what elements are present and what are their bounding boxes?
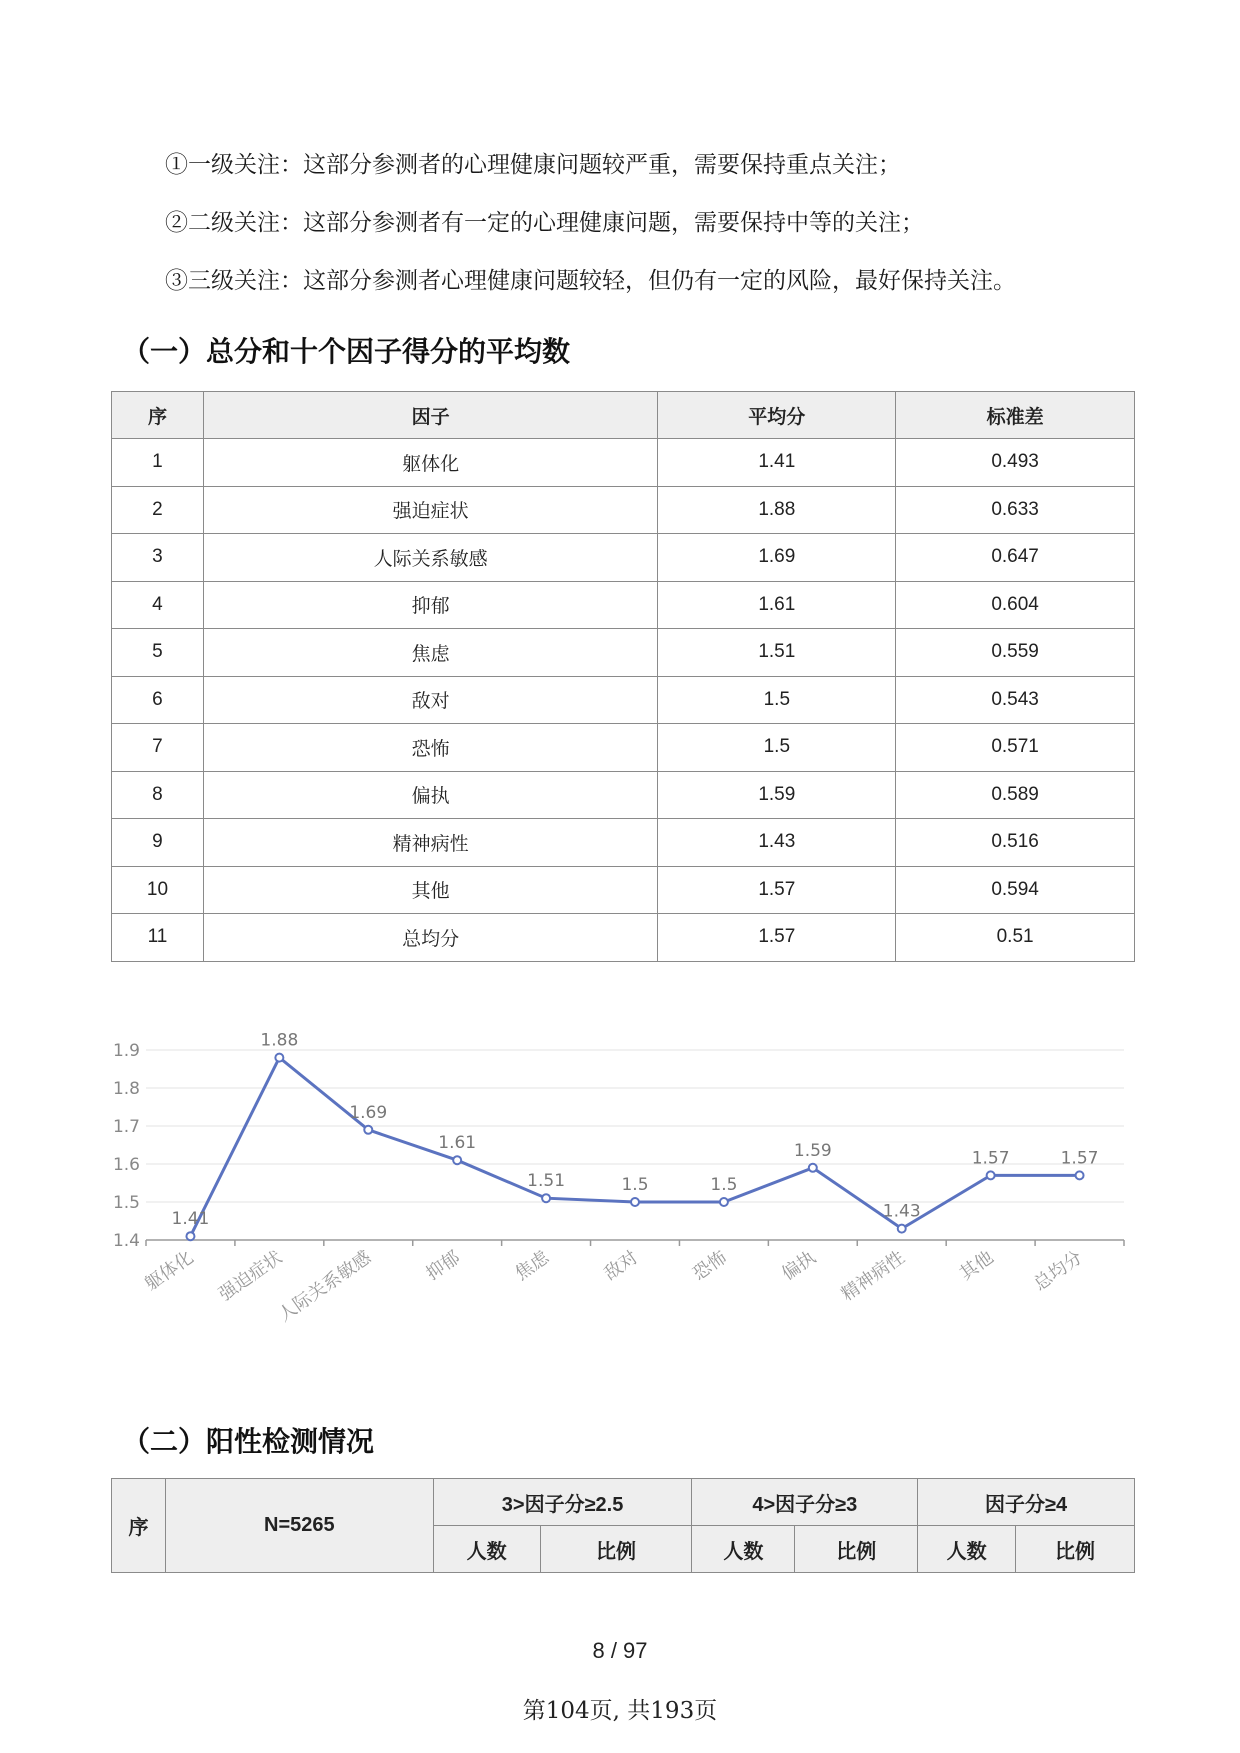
cell-seq: 11 xyxy=(112,914,204,962)
sub-header-count: 人数 xyxy=(918,1526,1016,1573)
table-row xyxy=(112,771,1135,819)
cell-factor: 躯体化 xyxy=(203,439,658,487)
cell-seq: 10 xyxy=(112,866,204,914)
series-line xyxy=(190,1058,1079,1237)
cell-mean: 1.5 xyxy=(658,724,896,772)
sub-header-count: 人数 xyxy=(433,1526,540,1573)
cell-factor: 恐怖 xyxy=(203,724,658,772)
table-row xyxy=(112,724,1135,772)
cell-seq: 2 xyxy=(112,486,204,534)
x-category-label: 恐怖 xyxy=(689,1246,731,1285)
cell-seq: 1 xyxy=(112,439,204,487)
cell-sd: 0.543 xyxy=(896,676,1135,724)
sub-header-ratio: 比例 xyxy=(795,1526,918,1573)
cell-seq: 5 xyxy=(112,629,204,677)
data-point xyxy=(987,1171,995,1179)
table-row xyxy=(112,439,1135,487)
cell-mean: 1.69 xyxy=(658,534,896,582)
positive-detection-table xyxy=(111,1478,1135,1573)
col-header-sd: 标准差 xyxy=(896,392,1135,439)
data-point xyxy=(898,1225,906,1233)
sub-header-ratio: 比例 xyxy=(1016,1526,1135,1573)
cell-factor: 焦虑 xyxy=(203,629,658,677)
cell-seq: 8 xyxy=(112,771,204,819)
y-tick-label: 1.6 xyxy=(112,1155,140,1175)
data-label: 1.51 xyxy=(527,1171,566,1192)
table-header-row xyxy=(112,1479,1135,1526)
cell-sd: 0.493 xyxy=(896,439,1135,487)
y-tick-label: 1.9 xyxy=(112,1041,140,1061)
cell-mean: 1.43 xyxy=(658,819,896,867)
attention-level-2: ②二级关注：这部分参测者有一定的心理健康问题，需要保持中等的关注； xyxy=(165,210,924,236)
data-point xyxy=(275,1054,283,1062)
sample-size-header: N=5265 xyxy=(165,1479,433,1573)
x-category-label: 偏执 xyxy=(778,1246,820,1285)
x-category-label: 躯体化 xyxy=(141,1246,198,1296)
x-category-label: 强迫症状 xyxy=(215,1246,287,1306)
cell-factor: 其他 xyxy=(203,866,658,914)
group-header-2: 4>因子分≥3 xyxy=(692,1479,918,1526)
cell-sd: 0.647 xyxy=(896,534,1135,582)
cell-mean: 1.5 xyxy=(658,676,896,724)
x-category-label: 总均分 xyxy=(1030,1246,1087,1296)
sub-header-count: 人数 xyxy=(692,1526,795,1573)
x-category-label: 人际关系敏感 xyxy=(274,1246,376,1327)
group-header-1: 3>因子分≥2.5 xyxy=(433,1479,692,1526)
data-label: 1.57 xyxy=(971,1148,1010,1169)
data-label: 1.69 xyxy=(349,1102,388,1123)
cell-sd: 0.51 xyxy=(896,914,1135,962)
section-heading-positive: （二）阳性检测情况 xyxy=(122,1425,375,1458)
cell-seq: 3 xyxy=(112,534,204,582)
data-point xyxy=(186,1232,194,1240)
page-number: 8 / 97 xyxy=(592,1638,648,1663)
table-row xyxy=(112,534,1135,582)
col-header-seq: 序 xyxy=(112,392,204,439)
cell-mean: 1.61 xyxy=(658,581,896,629)
table-row xyxy=(112,629,1135,677)
table-row xyxy=(112,676,1135,724)
cell-sd: 0.633 xyxy=(896,486,1135,534)
data-label: 1.41 xyxy=(171,1209,210,1230)
data-point xyxy=(453,1156,461,1164)
y-tick-label: 1.7 xyxy=(112,1117,140,1137)
cell-seq: 9 xyxy=(112,819,204,867)
data-label: 1.5 xyxy=(710,1175,738,1195)
x-category-label: 精神病性 xyxy=(837,1246,909,1306)
table-row xyxy=(112,866,1135,914)
attention-levels xyxy=(165,145,1165,319)
col-header-factor: 因子 xyxy=(203,392,658,439)
cell-factor: 精神病性 xyxy=(203,819,658,867)
y-tick-label: 1.5 xyxy=(112,1193,140,1213)
cell-factor: 人际关系敏感 xyxy=(203,534,658,582)
cell-mean: 1.57 xyxy=(658,914,896,962)
cell-factor: 强迫症状 xyxy=(203,486,658,534)
sub-header-ratio: 比例 xyxy=(540,1526,692,1573)
x-category-label: 抑郁 xyxy=(422,1246,465,1285)
cell-seq: 7 xyxy=(112,724,204,772)
cell-sd: 0.594 xyxy=(896,866,1135,914)
data-label: 1.88 xyxy=(260,1030,299,1051)
cell-mean: 1.88 xyxy=(658,486,896,534)
cell-factor: 偏执 xyxy=(203,771,658,819)
cell-sd: 0.559 xyxy=(896,629,1135,677)
y-tick-label: 1.4 xyxy=(112,1231,140,1251)
data-point xyxy=(1076,1171,1084,1179)
data-point xyxy=(364,1126,372,1134)
factor-mean-line-chart xyxy=(100,1030,1140,1350)
cell-factor: 抑郁 xyxy=(203,581,658,629)
attention-level-1: ①一级关注：这部分参测者的心理健康问题较严重，需要保持重点关注； xyxy=(165,152,901,178)
data-label: 1.59 xyxy=(793,1140,832,1161)
x-category-label: 敌对 xyxy=(600,1246,642,1285)
cell-seq: 4 xyxy=(112,581,204,629)
group-header-3: 因子分≥4 xyxy=(918,1479,1135,1526)
data-label: 1.61 xyxy=(438,1133,477,1154)
cell-sd: 0.589 xyxy=(896,771,1135,819)
cell-mean: 1.57 xyxy=(658,866,896,914)
data-label: 1.57 xyxy=(1060,1148,1099,1169)
cell-mean: 1.51 xyxy=(658,629,896,677)
cell-sd: 0.571 xyxy=(896,724,1135,772)
section-heading-averages: （一）总分和十个因子得分的平均数 xyxy=(122,335,571,368)
cell-factor: 敌对 xyxy=(203,676,658,724)
x-category-label: 焦虑 xyxy=(511,1246,553,1285)
table-row xyxy=(112,581,1135,629)
data-label: 1.5 xyxy=(621,1175,649,1195)
data-point xyxy=(542,1194,550,1202)
col-header-mean: 平均分 xyxy=(658,392,896,439)
cell-sd: 0.604 xyxy=(896,581,1135,629)
data-point xyxy=(809,1164,817,1172)
x-category-label: 其他 xyxy=(955,1246,998,1285)
data-point xyxy=(631,1198,639,1206)
cell-seq: 6 xyxy=(112,676,204,724)
table-header-row xyxy=(112,392,1135,439)
cell-mean: 1.59 xyxy=(658,771,896,819)
page-footer: 第104页, 共193页 xyxy=(522,1698,718,1724)
table-row xyxy=(112,819,1135,867)
data-label: 1.43 xyxy=(882,1201,921,1222)
attention-level-3: ③三级关注：这部分参测者心理健康问题较轻，但仍有一定的风险，最好保持关注。 xyxy=(165,268,1016,294)
factor-average-table xyxy=(111,391,1135,962)
table-row xyxy=(112,486,1135,534)
col-header-seq: 序 xyxy=(112,1479,166,1573)
data-point xyxy=(720,1198,728,1206)
y-tick-label: 1.8 xyxy=(112,1079,140,1099)
cell-factor: 总均分 xyxy=(203,914,658,962)
table-row xyxy=(112,914,1135,962)
cell-sd: 0.516 xyxy=(896,819,1135,867)
cell-mean: 1.41 xyxy=(658,439,896,487)
